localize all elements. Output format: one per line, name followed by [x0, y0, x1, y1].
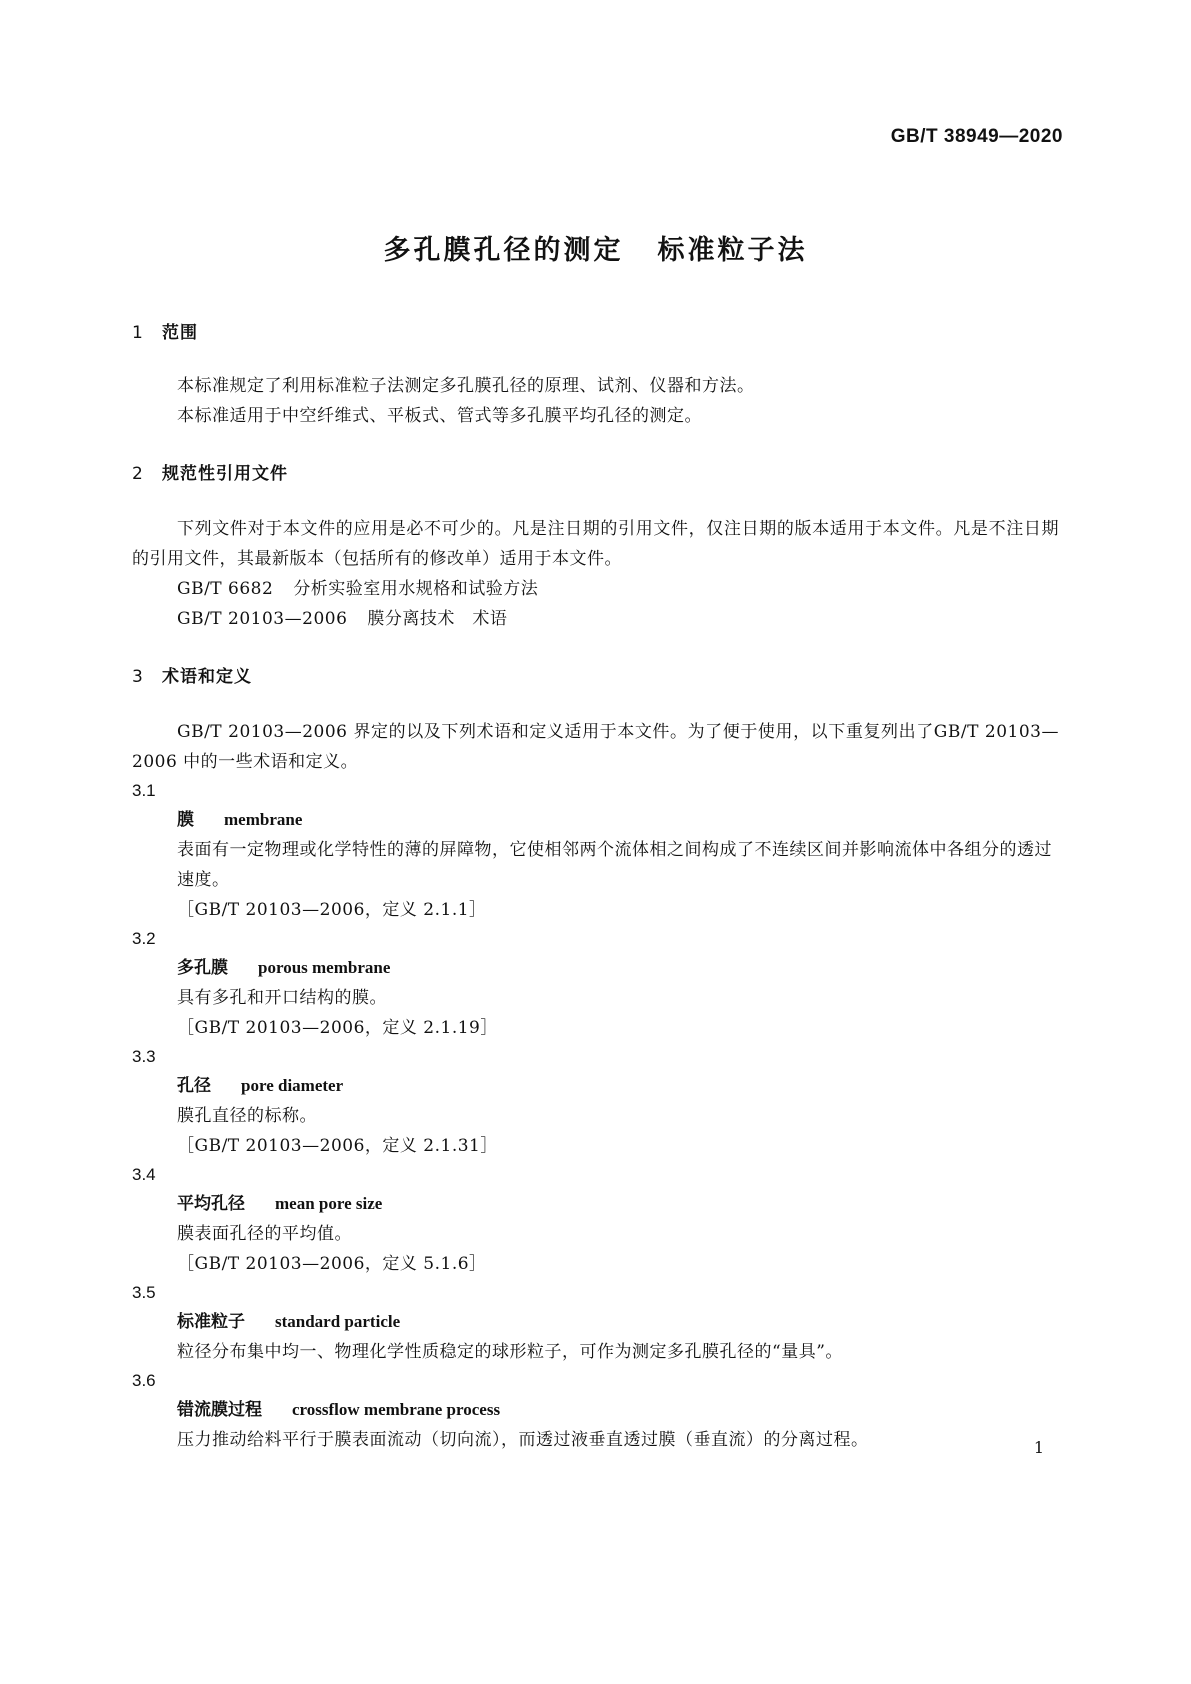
section-1-para-2: 本标准适用于中空纤维式、平板式、管式等多孔膜平均孔径的测定。 — [177, 406, 702, 426]
section-2-heading — [132, 459, 1059, 484]
term-definition: 压力推动给料平行于膜表面流动（切向流），而透过液垂直透过膜（垂直流）的分离过程。 — [177, 1430, 869, 1450]
term-zh: 平均孔径 — [177, 1194, 245, 1214]
term-number: 3.3 — [132, 1047, 156, 1066]
page-number: 1 — [1033, 1438, 1044, 1457]
term-number: 3.6 — [132, 1371, 156, 1390]
section-title: 范围 — [162, 323, 198, 343]
section-1-heading — [132, 318, 1059, 343]
term-number: 3.2 — [132, 929, 156, 948]
term-definition: 膜孔直径的标称。 — [177, 1106, 317, 1126]
section-title: 规范性引用文件 — [162, 464, 288, 484]
term-heading — [132, 953, 1059, 983]
term-en: porous membrane — [258, 958, 391, 977]
term-heading — [132, 1071, 1059, 1101]
term-definition: 具有多孔和开口结构的膜。 — [177, 988, 387, 1008]
section-2-para: 下列文件对于本文件的应用是必不可少的。凡是注日期的引用文件，仅注日期的版本适用于本文件。凡是不注日期的引用文件，其最新版本（包括所有的修改单）适用于本文件。 — [132, 519, 1059, 569]
reference-code: GB/T 6682 — [177, 579, 274, 599]
section-number: 3 — [132, 667, 144, 687]
reference-title: 分析实验室用水规格和试验方法 — [293, 579, 539, 599]
term-definition: 粒径分布集中均一、物理化学性质稳定的球形粒子，可作为测定多孔膜孔径的“量具”。 — [177, 1342, 843, 1362]
document-body — [132, 318, 1059, 1455]
normative-reference — [132, 604, 1059, 634]
term-zh: 标准粒子 — [177, 1312, 245, 1332]
section-3-para: GB/T 20103—2006 界定的以及下列术语和定义适用于本文件。为了便于使用，以下重复列出了GB/T 20103—2006 中的一些术语和定义。 — [132, 722, 1059, 772]
term-en: pore diameter — [241, 1076, 344, 1095]
section-number: 1 — [132, 323, 144, 343]
term-en: mean pore size — [275, 1194, 383, 1213]
standard-code: GB/T 38949—2020 — [890, 126, 1063, 147]
section-1-para-1: 本标准规定了利用标准粒子法测定多孔膜孔径的原理、试剂、仪器和方法。 — [177, 376, 755, 396]
term-zh: 错流膜过程 — [177, 1400, 262, 1420]
normative-reference — [132, 574, 1059, 604]
term-definition: 膜表面孔径的平均值。 — [177, 1224, 352, 1244]
term-number: 3.1 — [132, 781, 156, 800]
term-zh: 多孔膜 — [177, 958, 228, 978]
title-sub: 标准粒子法 — [657, 235, 808, 266]
term-heading — [132, 1307, 1059, 1337]
title-main: 多孔膜孔径的测定 — [383, 235, 624, 266]
term-en: membrane — [224, 810, 303, 829]
term-heading — [132, 1189, 1059, 1219]
term-number: 3.5 — [132, 1283, 156, 1302]
term-source: ［GB/T 20103—2006，定义 2.1.31］ — [177, 1136, 498, 1156]
term-en: standard particle — [275, 1312, 401, 1331]
section-title: 术语和定义 — [162, 667, 252, 687]
term-zh: 膜 — [177, 810, 194, 830]
term-en: crossflow membrane process — [292, 1400, 501, 1419]
term-source: ［GB/T 20103—2006，定义 2.1.1］ — [177, 900, 487, 920]
reference-code: GB/T 20103—2006 — [177, 609, 348, 629]
section-number: 2 — [132, 464, 144, 484]
reference-title: 膜分离技术 术语 — [367, 609, 508, 629]
term-definition: 表面有一定物理或化学特性的薄的屏障物，它使相邻两个流体相之间构成了不连续区间并影响流体中各组分的透过速度。 — [177, 840, 1052, 890]
document-title — [0, 228, 1191, 267]
term-heading — [132, 1395, 1059, 1425]
term-source: ［GB/T 20103—2006，定义 2.1.19］ — [177, 1018, 498, 1038]
term-heading — [132, 805, 1059, 835]
term-number: 3.4 — [132, 1165, 156, 1184]
section-3-heading — [132, 662, 1059, 687]
term-zh: 孔径 — [177, 1076, 211, 1096]
term-source: ［GB/T 20103—2006，定义 5.1.6］ — [177, 1254, 487, 1274]
